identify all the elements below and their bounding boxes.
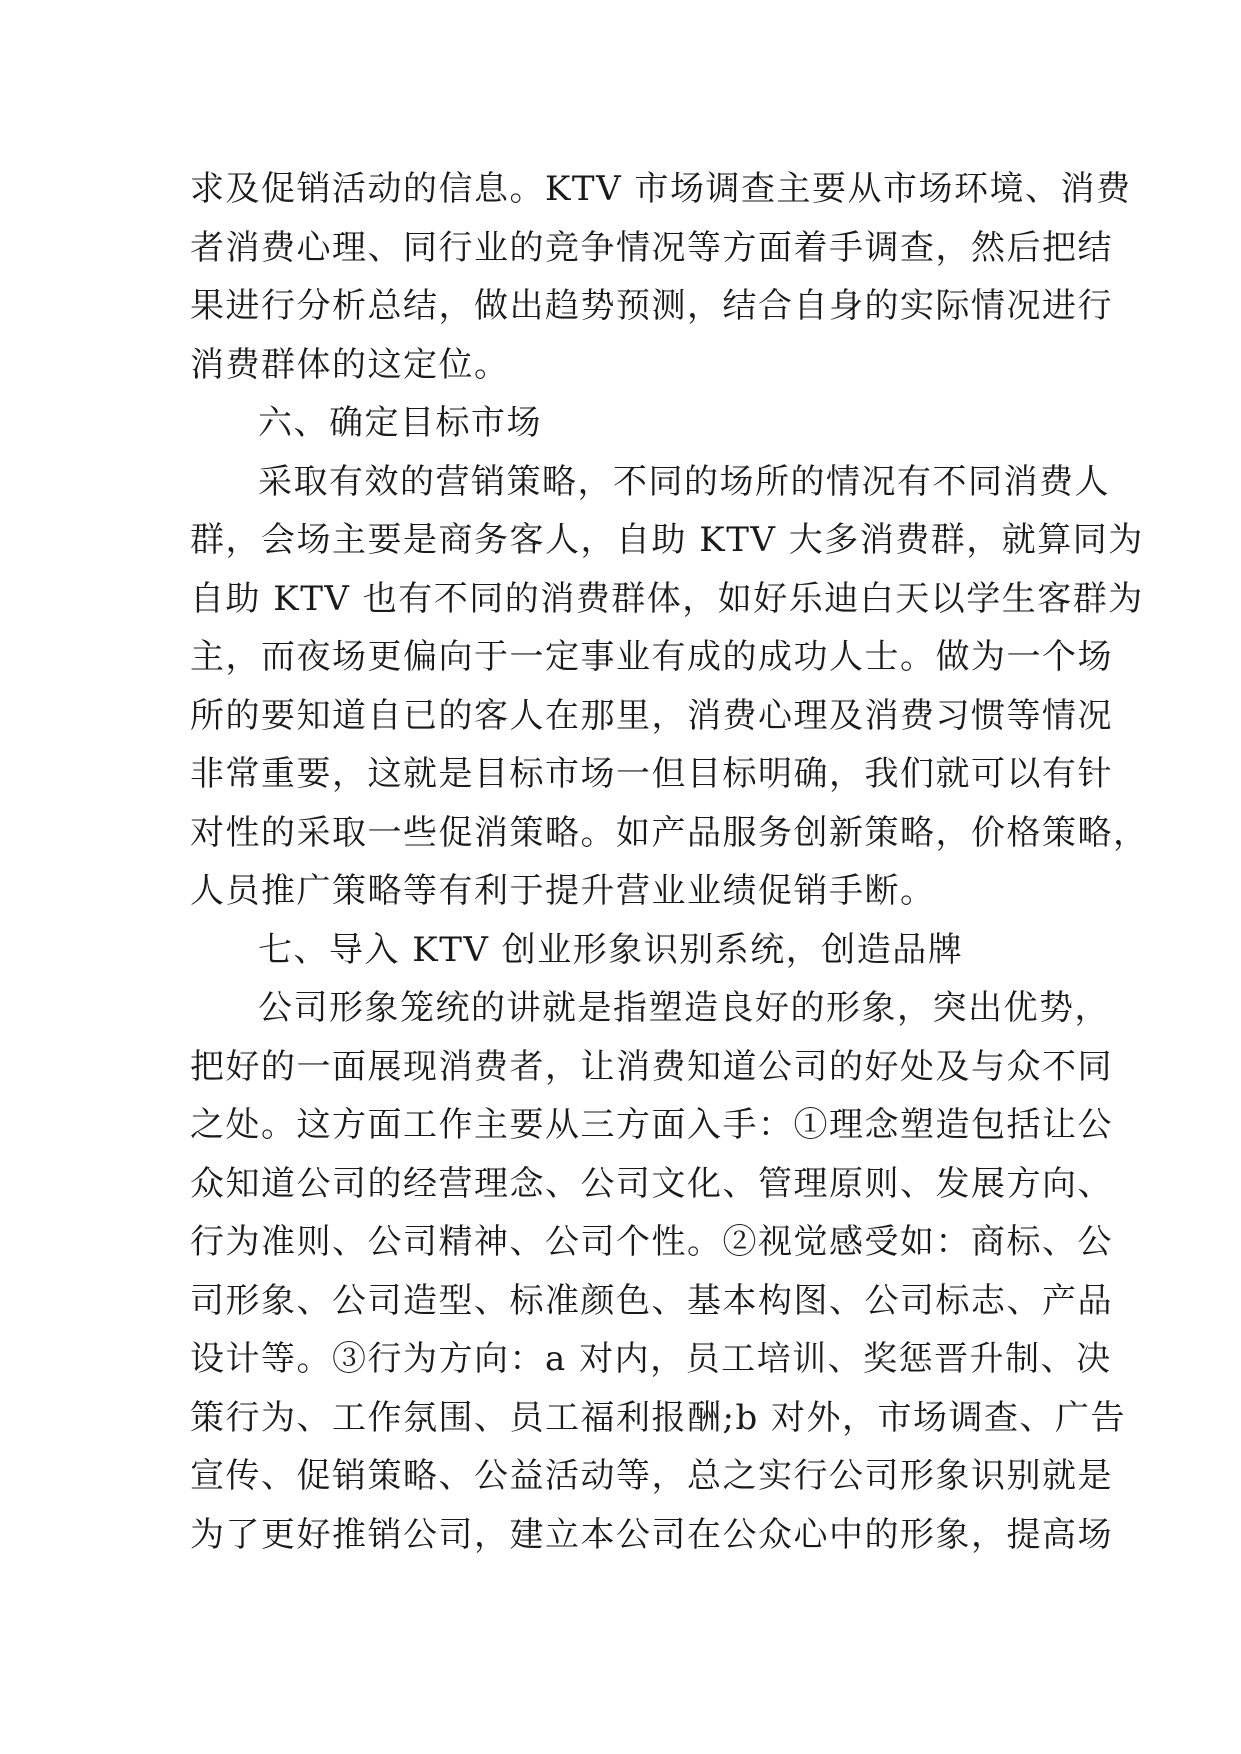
text-line: 为了更好推销公司，建立本公司在公众心中的形象，提高场: [190, 1514, 1113, 1555]
text-line: 众知道公司的经营理念、公司文化、管理原则、发展方向、: [190, 1163, 1113, 1204]
text-line: 者消费心理、同行业的竞争情况等方面着手调查，然后把结: [190, 227, 1113, 268]
paragraph-start-line: 采取有效的营销策略，不同的场所的情况有不同消费人: [258, 461, 1110, 502]
text-line: 人员推广策略等有利于提升营业业绩促销手断。: [190, 871, 936, 911]
text-line: 求及促销活动的信息。KTV 市场调查主要从市场环境、消费: [190, 169, 1132, 209]
paragraph-start-line: 公司形象笼统的讲就是指塑造良好的形象，突出优势，: [258, 988, 1110, 1028]
section-heading: 七、导入 KTV 创业形象识别系统，创造品牌: [258, 929, 964, 970]
text-line: 宣传、促销策略、公益活动等，总之实行公司形象识别就是: [190, 1456, 1113, 1496]
text-line: 非常重要，这就是目标市场一但目标明确，我们就可以有针: [190, 754, 1113, 794]
text-line: 主，而夜场更偏向于一定事业有成的成功人士。做为一个场: [190, 637, 1113, 677]
section-heading: 六、确定目标市场: [258, 403, 542, 443]
text-line: 果进行分析总结，做出趋势预测，结合自身的实际情况进行: [190, 286, 1113, 326]
text-line: 群，会场主要是商务客人，自助 KTV 大多消费群，就算同为: [190, 520, 1144, 560]
text-line: 自助 KTV 也有不同的消费群体，如好乐迪白天以学生客群为: [190, 578, 1144, 619]
text-line: 行为准则、公司精神、公司个性。②视觉感受如：商标、公: [190, 1222, 1113, 1262]
text-line: 司形象、公司造型、标准颜色、基本构图、公司标志、产品: [190, 1280, 1113, 1321]
text-line: 把好的一面展现消费者，让消费知道公司的好处及与众不同: [190, 1046, 1113, 1087]
text-line: 之处。这方面工作主要从三方面入手：①理念塑造包括让公: [190, 1105, 1113, 1145]
text-line: 对性的采取一些促消策略。如产品服务创新策略，价格策略，: [190, 812, 1149, 853]
text-line: 设计等。③行为方向：a 对内，员工培训、奖惩晋升制、决: [190, 1339, 1112, 1379]
body-text: [190, 160, 1149, 1564]
text-line: 消费群体的这定位。: [190, 344, 510, 385]
text-line: 所的要知道自已的客人在那里，消费心理及消费习惯等情况: [190, 695, 1113, 736]
text-line: 策行为、工作氛围、员工福利报酬;b 对外，市场调查、广告: [190, 1397, 1127, 1438]
